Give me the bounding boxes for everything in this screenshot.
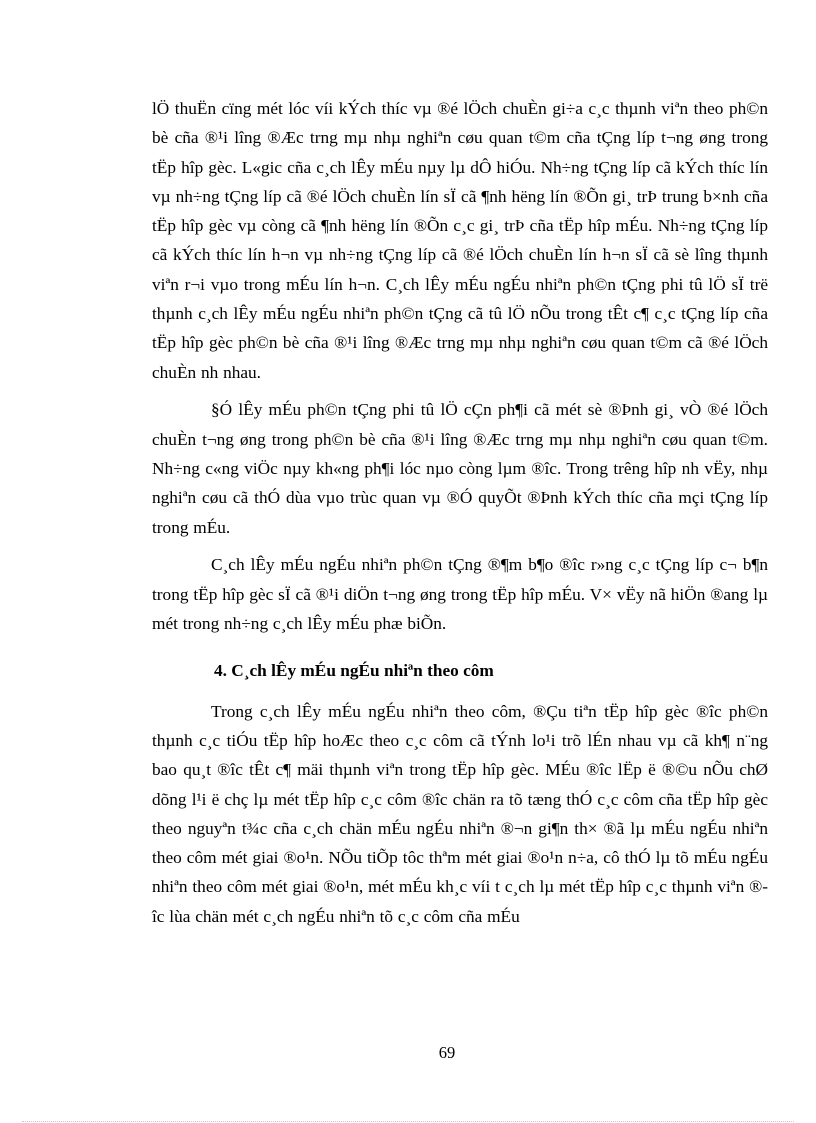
- paragraph: Trong c¸ch lÊy mÉu ngÉu nhiªn theo côm, ®Çu tiªn tËp hîp gèc ®îc ph©n thµnh c¸c tiÓu tËp hîp hoÆc theo c¸c côm cã tÝnh lo¹i trõ lÉn nhau vµ cã kh¶ n¨ng bao qu¸t ®îc tÊt c¶ mäi thµnh viªn trong tËp hîp gèc. MÉu ®îc lËp ë ®©u nÕu chØ dõng l¹i ë chç lµ mét tËp hîp c¸c côm ®îc chän ra tõ tæng thÓ c¸c côm cña tËp hîp gèc theo nguyªn t¾c cña c¸ch chän mÉu ngÉu nhiªn ®¬n gi¶n th× ®ã lµ mÉu ngÉu nhiªn theo côm mét giai ®o¹n. NÕu tiÕp tôc thªm mét giai ®o¹n n÷a, cô thÓ lµ tõ mÉu ngÉu nhiªn theo côm mét giai ®o¹n, mét mÉu kh¸c víi t c¸ch lµ mét tËp hîp c¸c thµnh viªn ®îc lùa chän mét c¸ch ngÉu nhiªn tõ c¸c côm cña mÉu: [152, 701, 768, 926]
- paragraph: §Ó lÊy mÉu ph©n tÇng phi tû lÖ cÇn ph¶i cã mét sè ®Þnh gi¸ vÒ ®é lÖch chuÈn t¬ng øng trong ph©n bè cña ®¹i lîng ®Æc trng mµ nhµ nghiªn cøu quan t©m. Nh÷ng c«ng viÖc nµy kh«ng ph¶i lóc nµo còng lµm ®îc. Trong trêng hîp nh vËy, nhµ nghiªn cøu cã thÓ dùa vµo trùc quan vµ ®Ó quyÕt ®Þnh kÝch thíc cña mçi tÇng líp trong mÉu.: [152, 400, 768, 537]
- page-number: 69: [438, 1043, 456, 1062]
- paragraph: C¸ch lÊy mÉu ngÉu nhiªn ph©n tÇng ®¶m b¶o ®îc r»ng c¸c tÇng líp c¬ b¶n trong tËp hîp gèc sÏ cã ®¹i diÖn t¬ng øng trong tËp hîp mÉu. V× vËy nã hiÖn ®ang lµ mét trong nh÷ng c¸ch lÊy mÉu phæ biÕn.: [152, 555, 768, 634]
- page-edge-divider: [22, 1121, 794, 1122]
- paragraph-continued: lÖ thuËn cïng mét lóc víi kÝch thíc vµ ®é lÖch chuÈn gi÷a c¸c thµnh viªn theo ph©n bè cña ®¹i lîng ®Æc trng mµ nhµ nghiªn cøu quan t©m cña tÇng líp t¬ng øng trong tËp hîp gèc. L«gic cña c¸ch lÊy mÉu nµy lµ dÔ hiÓu. Nh÷ng tÇng líp cã kÝch thíc lín vµ nh÷ng tÇng líp cã ®é lÖch chuÈn lín sÏ cã ¶nh hëng lín ®Õn gi¸ trÞ trung b×nh cña tËp hîp gèc vµ còng cã ¶nh hëng lín ®Õn c¸c gi¸ trÞ cña tËp hîp mÉu. Nh÷ng tÇng líp cã kÝch thíc lín h¬n vµ nh÷ng tÇng líp cã ®é lÖch chuÈn lín h¬n sÏ cã sè lîng thµnh viªn r¬i vµo trong mÉu lín h¬n. C¸ch lÊy mÉu ngÉu nhiªn ph©n tÇng phi tû lÖ sÏ trë thµnh c¸ch lÊy mÉu ngÉu nhiªn ph©n tÇng cã tû lÖ nÕu trong tÊt c¶ c¸c tÇng líp cña tËp hîp gèc ph©n bè cña ®¹i lîng ®Æc trng mµ nhµ nghiªn cøu quan t©m cã ®é lÖch chuÈn nh nhau.: [152, 99, 768, 382]
- section-heading: 4. C¸ch lÊy mÉu ngÉu nhiªn theo côm: [214, 661, 494, 681]
- body-text: [152, 94, 768, 931]
